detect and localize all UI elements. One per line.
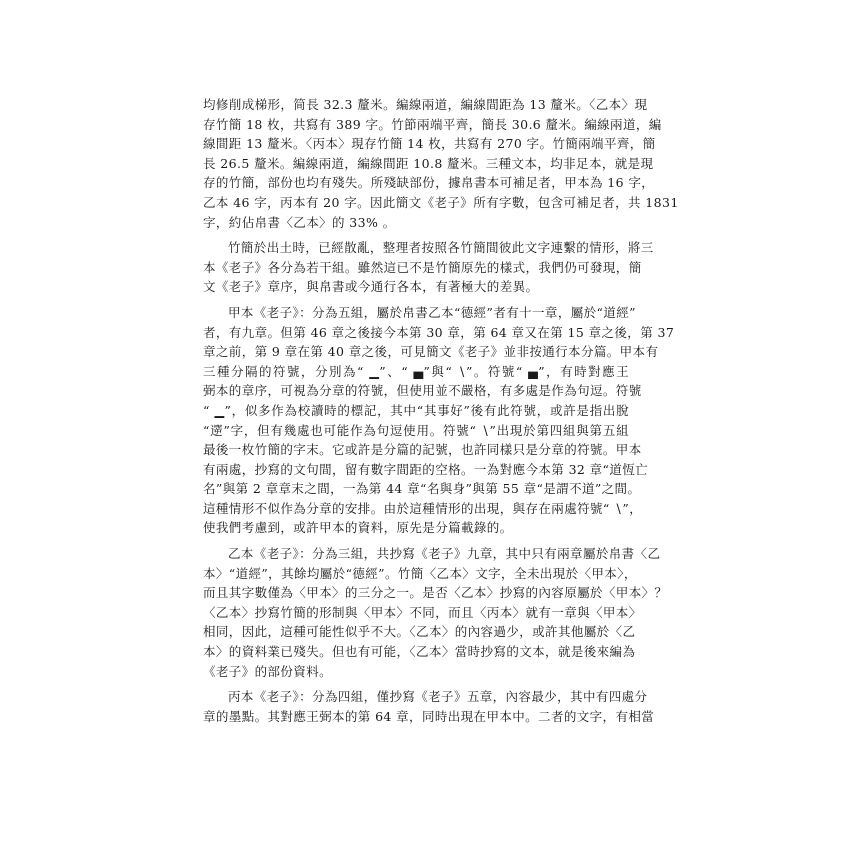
text-line: “遻”字，但有幾處也可能作為句逗使用。符號“ ∖”出現於第四組與第五組	[203, 422, 629, 438]
text-line: 最後一枚竹簡的字末。它或許是分篇的記號，也許同樣只是分章的符號。甲本	[203, 442, 642, 458]
text-line: 甲本《老子》：分為五組，屬於帛書乙本“德經”者有十一章，屬於“道經”	[228, 304, 636, 320]
text-line: 本《老子》各分為若干組。雖然這已不是竹簡原先的樣式，我們仍可發現，簡	[203, 259, 642, 275]
document-page	[203, 95, 679, 726]
text-line: 竹簡於出土時，已經散亂，整理者按照各竹簡間彼此文字連繫的情形，將三	[228, 240, 654, 256]
text-line: 者，有九章。但第 46 章之後接今本第 30 章，第 64 章又在第 15 章之後，第 37	[203, 324, 675, 340]
text-line: 弼本的章序，可視為分章的符號，但使用並不嚴格，有多處是作為句逗。符號	[203, 383, 642, 399]
text-line: 相同，因此，這種可能性似乎不大。〈乙本〉的內容過少，或許其他屬於〈乙	[203, 624, 636, 640]
text-line: 本〉的資料業已殘失。但也有可能，〈乙本〉當時抄寫的文本，就是後來編為	[203, 644, 636, 660]
text-line: 三種分隔的符號，分別為“ ▁”、“ ▄”與“ ∖”。符號“ ▄”，有時對應王	[203, 363, 629, 379]
text-line: 〈乙本〉抄寫竹簡的形制與〈甲本〉不同，而且〈丙本〉就有一章與〈甲本〉	[203, 604, 642, 620]
text-line: 章之前，第 9 章在第 40 章之後，可見簡文《老子》並非按通行本分篇。甲本有	[203, 344, 659, 360]
text-line: 有兩處，抄寫的文句間，留有數字間距的空格。一為對應今本第 32 章“道恆亡	[203, 461, 649, 477]
text-line: 均修削成梯形，简長 32.3 釐米。編線兩道，編線間距為 13 釐米。〈乙本〉現	[203, 97, 648, 112]
text-line: 名”與第 2 章章末之間，一為第 44 章“名與身”與第 55 章“是謂不道”之間。	[203, 481, 641, 497]
text-line: 存竹簡 18 枚，共寫有 389 字。竹節兩端平齊，簡長 30.6 釐米。編線兩道，編	[203, 116, 662, 132]
text-line: 這種情形不似作為分章的安排。由於這種情形的出現，與存在兩處符號“ ∖”，	[203, 500, 643, 516]
text-line: “ ▁”，似多作為校讀時的標記，其中“其事好”後有此符號，或許是指出脫	[203, 402, 629, 418]
text-line: 《老子》的部份資料。	[203, 663, 333, 679]
text-line: 乙本《老子》：分為三組，共抄寫《老子》九章，其中只有兩章屬於帛書〈乙	[228, 546, 661, 562]
paragraph-4	[203, 544, 668, 681]
text-line: 長 26.5 釐米。編線兩道，編線間距 10.8 釐米。三種文本，均非足本，就是現	[203, 155, 654, 171]
text-line: 丙本《老子》：分為四組，僅抄寫《老子》五章，內容最少，其中有四處分	[228, 689, 648, 705]
text-line: 字，約佔帛書〈乙本〉的 33% 。	[203, 214, 396, 230]
text-line: 本〉“道經”，其餘均屬於“德經”。竹簡〈乙本〉文字，全未出現於〈甲本〉，	[203, 565, 637, 581]
text-line: 乙本 46 字，丙本有 20 字。因此簡文《老子》所有字數，包含可補足者，共 1831	[203, 194, 679, 210]
paragraph-1	[203, 95, 679, 232]
text-line: 而且其字數僅為〈甲本〉的三分之一。是否〈乙本〉抄寫的內容原屬於〈甲本〉？	[203, 585, 668, 601]
paragraph-3	[203, 303, 675, 538]
text-line: 章的墨點。其對應王弼本的第 64 章，同時出現在甲本中。二者的文字，有相當	[203, 708, 655, 724]
text-line: 文《老子》章序，與帛書或今通行各本，有著極大的差異。	[203, 279, 539, 295]
text-line: 線間距 13 釐米。〈丙本〉現存竹簡 14 枚，共寫有 270 字。竹簡兩端平齊，簡	[203, 136, 656, 152]
paragraph-2	[203, 238, 654, 297]
text-line: 存的竹簡，部份也均有殘失。所殘缺部份，據帛書本可補足者，甲本為 16 字，	[203, 175, 655, 191]
text-line: 使我們考慮到，或許甲本的資料，原先是分篇載錄的。	[203, 520, 513, 536]
paragraph-5	[203, 687, 655, 726]
